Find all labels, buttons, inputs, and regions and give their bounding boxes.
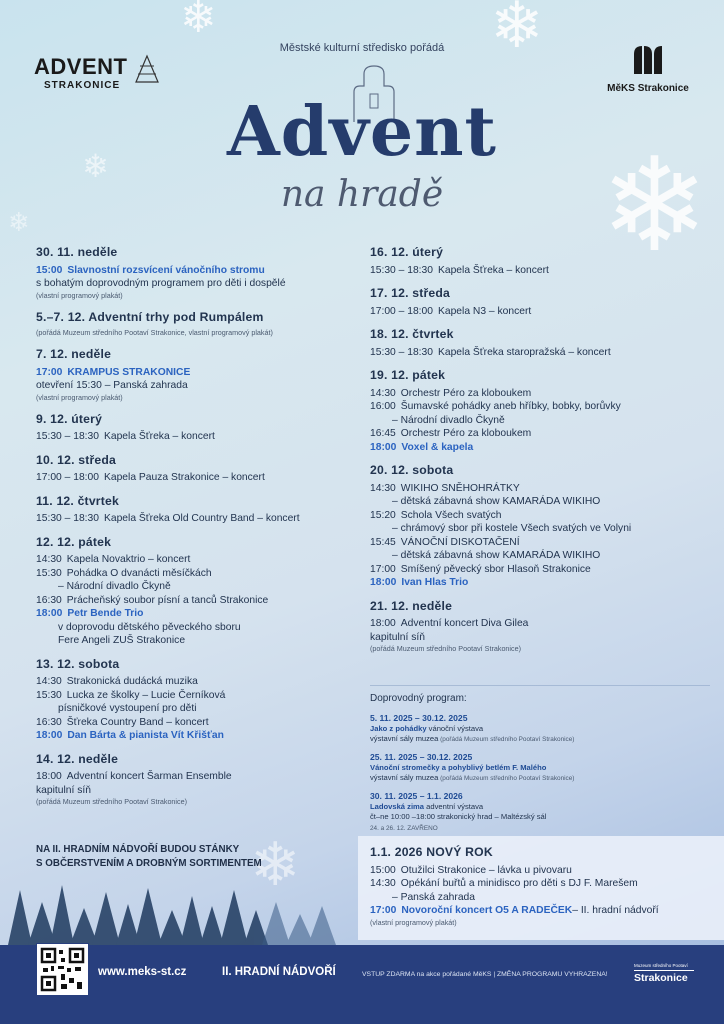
advent-strakonice-logo xyxy=(34,54,127,91)
event-row xyxy=(370,877,720,891)
day-heading: 11. 12. čtvrtek xyxy=(36,493,119,508)
event-row xyxy=(36,580,346,594)
day-heading: 5.–7. 12. Adventní trhy pod Rumpálem xyxy=(36,309,264,324)
day-block xyxy=(370,287,720,318)
accompanying-title-line xyxy=(370,724,710,734)
new-year-program xyxy=(370,846,720,938)
right-program-column xyxy=(370,246,720,664)
event-title: Dan Bárta & pianista Vít Křišťan xyxy=(67,730,224,741)
event-row xyxy=(36,729,346,743)
accompanying-organizer: (pořádá Muzeum středního Pootaví Strakonice) xyxy=(438,735,575,743)
snowflake-icon: ❄ xyxy=(82,147,109,185)
accompanying-extra: 24. a 26. 12. ZAVŘENO xyxy=(370,824,438,832)
event-time: 16:30 xyxy=(36,594,62,606)
event-time: 15:30 xyxy=(36,567,62,579)
event-time: 17:00 xyxy=(36,366,63,378)
event-note: (vlastní programový plakát) xyxy=(370,917,457,927)
event-time: 16:00 xyxy=(370,401,396,412)
day-block xyxy=(370,600,720,655)
event-title: Schola Všech svatých xyxy=(400,509,502,521)
day-heading: 17. 12. středa xyxy=(370,286,451,300)
event-note: (pořádá Muzeum středního Pootaví Strakonice) xyxy=(36,797,188,806)
event-title: Lucka ze školky – Lucie Černíková xyxy=(66,689,226,701)
event-title: – chrámový sbor při kostele Všech svatých ve Volyni xyxy=(392,523,632,534)
event-row xyxy=(36,471,346,485)
event-row xyxy=(36,366,346,380)
event-time: 15:20 xyxy=(370,509,396,521)
event-title: Voxel & kapela xyxy=(401,441,474,453)
stalls-line-1: NA II. HRADNÍM NÁDVOŘÍ BUDOU STÁNKY xyxy=(36,844,240,855)
event-note: (pořádá Muzeum středního Pootaví Strakonice, vlastní programový plakát) xyxy=(36,328,273,337)
event-row xyxy=(370,264,720,278)
event-row xyxy=(36,702,346,716)
museum-logo xyxy=(634,963,694,984)
accompanying-title: Jako z pohádky xyxy=(370,723,427,733)
day-heading: 30. 11. neděle xyxy=(36,245,118,259)
accompanying-item xyxy=(370,713,710,745)
day-block xyxy=(370,246,720,277)
event-time: 15:00 xyxy=(36,264,63,276)
accompanying-kind: adventní výstava xyxy=(424,801,484,811)
logo-left-subtitle: STRAKONICE xyxy=(44,80,121,91)
day-block xyxy=(370,369,720,454)
website-link[interactable]: www.meks-st.cz xyxy=(98,966,187,978)
event-title: Šťreka Country Band – koncert xyxy=(66,716,209,728)
day-heading: 14. 12. neděle xyxy=(36,751,119,766)
event-time: 15:30 – 18:30 xyxy=(370,264,433,276)
event-row xyxy=(370,509,720,523)
event-title: Kapela Pauza Strakonice – koncert xyxy=(103,472,265,483)
event-title: Smíšený pěvecký sbor Hlasoň Strakonice xyxy=(400,563,591,575)
accompanying-title-line xyxy=(370,802,710,812)
event-row xyxy=(36,784,346,798)
event-row xyxy=(370,536,720,550)
day-heading: 13. 12. sobota xyxy=(36,656,120,671)
event-time: 16:30 xyxy=(36,716,62,728)
event-title: Kapela Šťreka staropražská – koncert xyxy=(437,346,611,358)
day-heading: 7. 12. neděle xyxy=(36,347,112,361)
event-time: 18:00 xyxy=(36,730,63,741)
event-row xyxy=(370,563,720,577)
footer-bar xyxy=(0,945,724,1024)
day-block xyxy=(36,753,346,808)
accompanying-place-line xyxy=(370,773,710,784)
event-row xyxy=(370,387,720,401)
day-heading: 20. 12. sobota xyxy=(370,463,454,477)
event-row xyxy=(370,305,720,319)
meks-logo xyxy=(606,44,690,94)
meks-logo-text: MěKS Strakonice xyxy=(607,83,689,94)
accompanying-place: čt–ne 10:00 –18:00 strakonický hrad – Maltézský sál xyxy=(370,811,547,821)
day-block xyxy=(36,246,346,301)
accompanying-place: výstavní sály muzea xyxy=(370,772,439,782)
day-heading: 10. 12. středa xyxy=(36,452,117,467)
event-time: 17:00 xyxy=(370,905,397,916)
event-title: Šumavské pohádky aneb hříbky, bobky, borůvky xyxy=(400,401,621,412)
event-title: Pohádka O dvanácti měsíčkách xyxy=(66,567,212,579)
event-row xyxy=(36,675,346,689)
accompanying-title: Vánoční stromečky a pohyblivý betlém F. Malého xyxy=(370,762,547,772)
event-title: Kapela Šťreka – koncert xyxy=(437,264,549,276)
event-row xyxy=(36,379,346,393)
event-title: Prácheňský soubor písní a tanců Strakonice xyxy=(66,594,269,606)
event-location: – II. hradní nádvoří xyxy=(572,905,659,916)
accompanying-dates: 25. 11. 2025 – 30.12. 2025 xyxy=(370,751,473,762)
event-title: KRAMPUS STRAKONICE xyxy=(67,366,191,378)
event-time: 18:00 xyxy=(370,577,397,588)
christmas-tree-icon xyxy=(132,52,162,86)
event-title: – dětská zábavná show KAMARÁDA WIKIHO xyxy=(392,496,601,507)
snowflake-icon: ❄ xyxy=(490,0,544,63)
event-time: 15:45 xyxy=(370,536,396,548)
event-title: písničkové vystoupení pro děti xyxy=(58,703,197,714)
day-block xyxy=(36,413,346,444)
day-heading: 16. 12. úterý xyxy=(370,245,444,259)
day-heading: 21. 12. neděle xyxy=(370,598,453,613)
event-title: kapitulní síň xyxy=(36,784,91,796)
event-title: Adventní koncert Diva Gilea xyxy=(400,618,529,629)
event-title: otevření 15:30 – Panská zahrada xyxy=(36,380,188,391)
accompanying-item xyxy=(370,791,710,836)
event-row xyxy=(370,576,720,590)
event-row xyxy=(370,864,720,878)
event-time: 18:00 xyxy=(370,441,397,453)
snowflake-icon: ❄ xyxy=(250,830,301,900)
accompanying-title: Ladovská zima xyxy=(370,801,425,811)
accompanying-dates: 5. 11. 2025 – 30.12. 2025 xyxy=(370,712,468,723)
logo-left-title: ADVENT xyxy=(34,54,128,79)
event-title: Adventní koncert Šarman Ensemble xyxy=(66,771,232,782)
event-row xyxy=(370,441,720,455)
accompanying-dates: 30. 11. 2025 – 1.1. 2026 xyxy=(370,790,463,801)
event-time: 15:30 – 18:30 xyxy=(36,513,99,524)
event-row xyxy=(370,414,720,428)
event-time: 18:00 xyxy=(370,618,396,629)
event-title: Orchestr Péro za kloboukem xyxy=(400,428,532,439)
event-time: 15:30 – 18:30 xyxy=(370,346,433,358)
event-row xyxy=(370,891,720,905)
day-block xyxy=(370,464,720,590)
event-time: 17:00 – 18:00 xyxy=(36,472,99,483)
event-time: 14:30 xyxy=(370,387,396,399)
accompanying-place-line xyxy=(370,812,710,822)
divider xyxy=(370,685,710,686)
event-row xyxy=(370,549,720,563)
event-time: 14:30 xyxy=(36,676,62,687)
event-note: (pořádá Muzeum středního Pootaví Strakonice) xyxy=(370,644,522,653)
event-row xyxy=(36,607,346,621)
museum-logo-small: Muzeum středního Pootaví xyxy=(634,963,688,968)
stalls-notice xyxy=(36,843,262,870)
event-title: s bohatým doprovodným programem pro děti i dospělé xyxy=(36,278,286,289)
event-title: – Národní divadlo Čkyně xyxy=(58,581,171,592)
event-title: – Národní divadlo Čkyně xyxy=(392,414,505,426)
event-row xyxy=(370,631,720,645)
qr-code-icon xyxy=(37,944,88,995)
accompanying-kind: vánoční výstava xyxy=(426,723,484,733)
event-row xyxy=(370,495,720,509)
forest-silhouette xyxy=(0,880,360,950)
event-title: VÁNOČNÍ DISKOTAČENÍ xyxy=(400,536,520,548)
event-row xyxy=(36,567,346,581)
day-block xyxy=(370,846,720,928)
event-time: 18:00 xyxy=(36,771,62,782)
accompanying-list xyxy=(370,713,710,836)
event-time: 17:00 xyxy=(370,563,396,575)
accompanying-title-line xyxy=(370,763,710,773)
event-title: Slavnostní rozsvícení vánočního stromu xyxy=(67,264,265,276)
day-block xyxy=(36,454,346,485)
event-title: kapitulní síň xyxy=(370,631,425,643)
event-title: Orchestr Péro za kloboukem xyxy=(400,387,532,399)
day-block xyxy=(36,658,346,743)
event-title: Opékání buřtů a minidisco pro děti s DJ F. Marešem xyxy=(400,878,638,889)
event-title: Petr Bende Trio xyxy=(67,608,144,619)
event-row xyxy=(36,512,346,526)
page-title: Advent xyxy=(227,92,497,172)
event-row xyxy=(36,594,346,608)
left-program-column xyxy=(36,246,346,817)
accompanying-place: výstavní sály muzea xyxy=(370,733,439,743)
event-note: (vlastní programový plakát) xyxy=(36,392,123,402)
event-row xyxy=(36,430,346,444)
event-row xyxy=(370,522,720,536)
accompanying-program xyxy=(370,685,710,842)
event-row xyxy=(370,904,720,918)
event-row xyxy=(36,277,346,291)
event-row xyxy=(370,346,720,360)
day-block xyxy=(36,348,346,403)
event-title: – dětská zábavná show KAMARÁDA WIKIHO xyxy=(392,550,601,561)
stalls-line-2: S OBČERSTVENÍM A DROBNÝM SORTIMENTEM xyxy=(36,857,262,869)
day-heading: 19. 12. pátek xyxy=(370,368,446,382)
organizer-line: Městské kulturní středisko pořádá xyxy=(279,42,445,54)
day-block xyxy=(370,328,720,359)
venue-label: II. HRADNÍ NÁDVOŘÍ xyxy=(222,966,336,978)
event-row xyxy=(36,770,346,784)
event-time: 17:00 – 18:00 xyxy=(370,305,433,317)
event-row xyxy=(370,617,720,631)
event-time: 14:30 xyxy=(370,482,396,494)
event-time: 14:30 xyxy=(36,554,62,565)
snowflake-icon: ❄ xyxy=(180,0,217,43)
snowflake-icon: ❄ xyxy=(600,129,709,281)
event-time: 15:30 – 18:30 xyxy=(36,431,99,442)
event-row xyxy=(36,634,346,648)
accompanying-heading: Doprovodný program: xyxy=(370,693,467,704)
event-time: 15:00 xyxy=(370,864,396,876)
event-note: (vlastní programový plakát) xyxy=(36,290,123,300)
event-title: Kapela Šťreka Old Country Band – koncert xyxy=(103,513,300,524)
day-block xyxy=(36,311,346,339)
event-row xyxy=(370,400,720,414)
event-row xyxy=(36,553,346,567)
event-row xyxy=(36,621,346,635)
day-heading: 1.1. 2026 NOVÝ ROK xyxy=(370,845,493,859)
event-title: WIKIHO SNĚHOHRÁTKY xyxy=(400,482,520,494)
event-time: 15:30 xyxy=(36,689,62,701)
day-block xyxy=(36,495,346,526)
event-row xyxy=(36,689,346,703)
event-title: Otužilci Strakonice – lávka u pivovaru xyxy=(400,864,572,876)
accompanying-item xyxy=(370,752,710,784)
event-title: Novoroční koncert O5 A RADEČEK xyxy=(401,905,573,916)
page-subtitle: na hradě xyxy=(280,174,444,215)
event-title: Ivan Hlas Trio xyxy=(401,577,469,588)
event-title: – Panská zahrada xyxy=(392,891,476,903)
accompanying-organizer: (pořádá Muzeum středního Pootaví Strakonice) xyxy=(438,774,575,782)
disclaimer-text: VSTUP ZDARMA na akce pořádané MěKS | ZMĚNA PROGRAMU VYHRAZENA! xyxy=(362,971,608,978)
snowflake-icon: ❄ xyxy=(8,208,30,238)
event-row xyxy=(36,264,346,278)
event-row xyxy=(370,482,720,496)
event-title: Strakonická dudácká muzika xyxy=(66,676,198,687)
event-title: Fere Angeli ZUŠ Strakonice xyxy=(58,635,186,646)
event-title: Kapela Novaktrio – koncert xyxy=(66,554,191,565)
event-row xyxy=(370,427,720,441)
day-heading: 12. 12. pátek xyxy=(36,534,112,549)
event-time: 14:30 xyxy=(370,878,396,889)
accompanying-place-line xyxy=(370,734,710,745)
event-title: v doprovodu dětského pěveckého sboru xyxy=(58,621,241,633)
day-heading: 18. 12. čtvrtek xyxy=(370,327,454,341)
event-time: 16:45 xyxy=(370,428,396,439)
event-time: 18:00 xyxy=(36,608,63,619)
meks-emblem-icon xyxy=(631,44,665,76)
event-title: Kapela N3 – koncert xyxy=(437,305,532,317)
day-block xyxy=(36,536,346,648)
qr-code[interactable] xyxy=(36,943,89,996)
museum-logo-big: Strakonice xyxy=(634,970,694,984)
event-title: Kapela Šťreka – koncert xyxy=(103,431,215,442)
day-heading: 9. 12. úterý xyxy=(36,411,103,426)
event-row xyxy=(36,716,346,730)
